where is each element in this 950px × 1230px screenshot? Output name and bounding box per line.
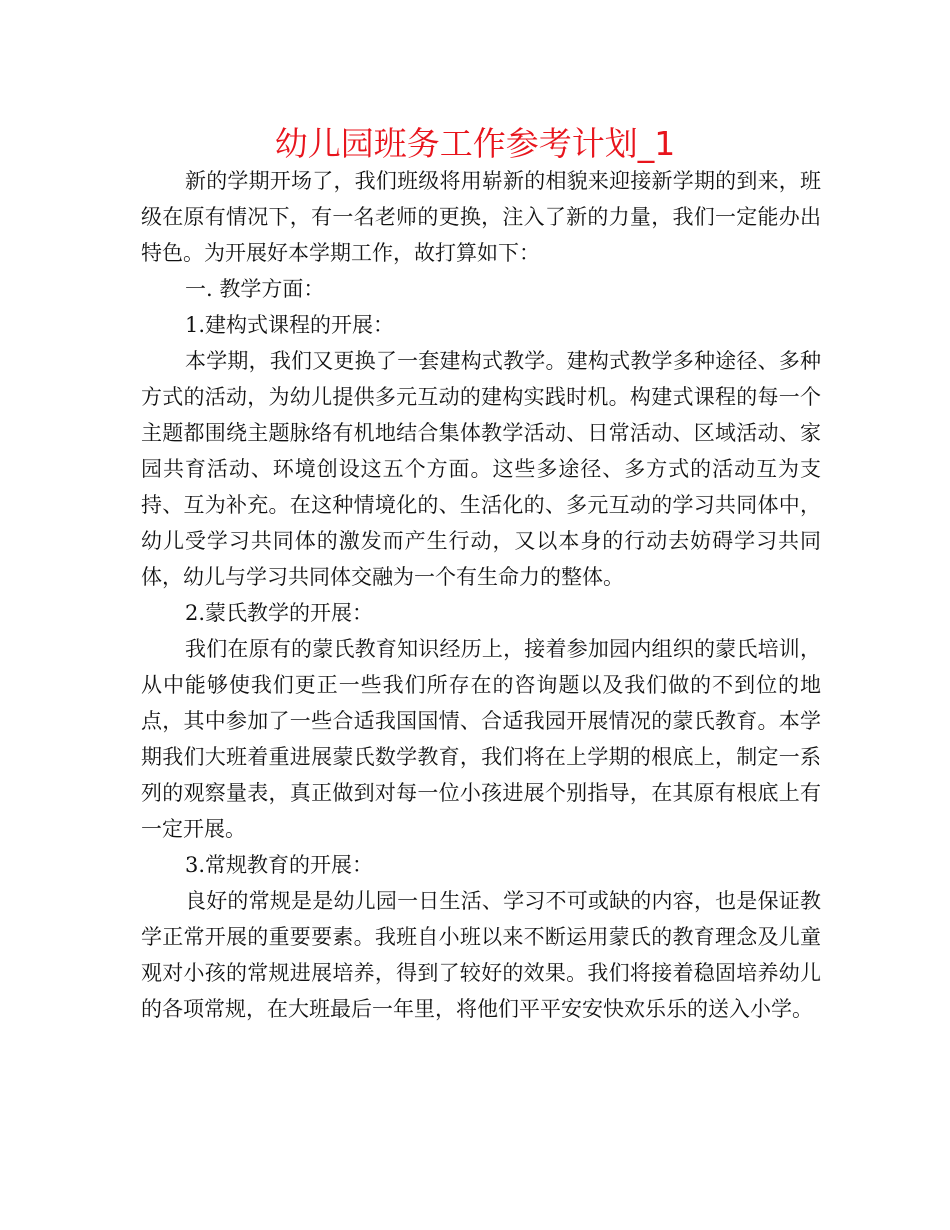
subheading-montessori: 2.蒙氏教学的开展： [185,601,374,625]
heading-teaching: 一. 教学方面： [185,277,325,301]
paragraph-montessori: 我们在原有的蒙氏教育知识经历上，接着参加园内组织的蒙氏培训，从中能够使我们更正一些我们所存在的咨询题以及我们做的不到位的地点，其中参加了一些合适我国国情、合适我园开展情况的蒙氏教育。本学期我们大班着重进展蒙氏数学教育，我们将在上学期的根底上，制定一系列的观察量表，真正做到对每一位小孩进展个别指导，在其原有根底上有一定开展。 [141,637,821,841]
subheading-routine-education: 3.常规教育的开展： [185,853,374,877]
paragraph-constructive-curriculum: 本学期，我们又更换了一套建构式教学。建构式教学多种途径、多种方式的活动，为幼儿提供多元互动的建构实践时机。构建式课程的每一个主题都围绕主题脉络有机地结合集体教学活动、日常活动、区域活动、家园共育活动、环境创设这五个方面。这些多途径、多方式的活动互为支持、互为补充。在这种情境化的、生活化的、多元互动的学习共同体中，幼儿受学习共同体的激发而产生行动，又以本身的行动去妨碍学习共同体，幼儿与学习共同体交融为一个有生命力的整体。 [141,349,821,589]
document-title: 幼儿园班务工作参考计划_1 [274,124,676,163]
paragraph-intro: 新的学期开场了，我们班级将用崭新的相貌来迎接新学期的到来，班级在原有情况下，有一名老师的更换，注入了新的力量，我们一定能办出特色。为开展好本学期工作，故打算如下： [141,169,821,265]
subheading-constructive-curriculum: 1.建构式课程的开展： [185,313,395,337]
paragraph-routine-education: 良好的常规是是幼儿园一日生活、学习不可或缺的内容，也是保证教学正常开展的重要要素。我班自小班以来不断运用蒙氏的教育理念及儿童观对小孩的常规进展培养，得到了较好的效果。我们将接着稳固培养幼儿的各项常规，在大班最后一年里，将他们平平安安快欢乐乐的送入小学。 [141,889,821,1021]
document-body [141,163,821,1027]
